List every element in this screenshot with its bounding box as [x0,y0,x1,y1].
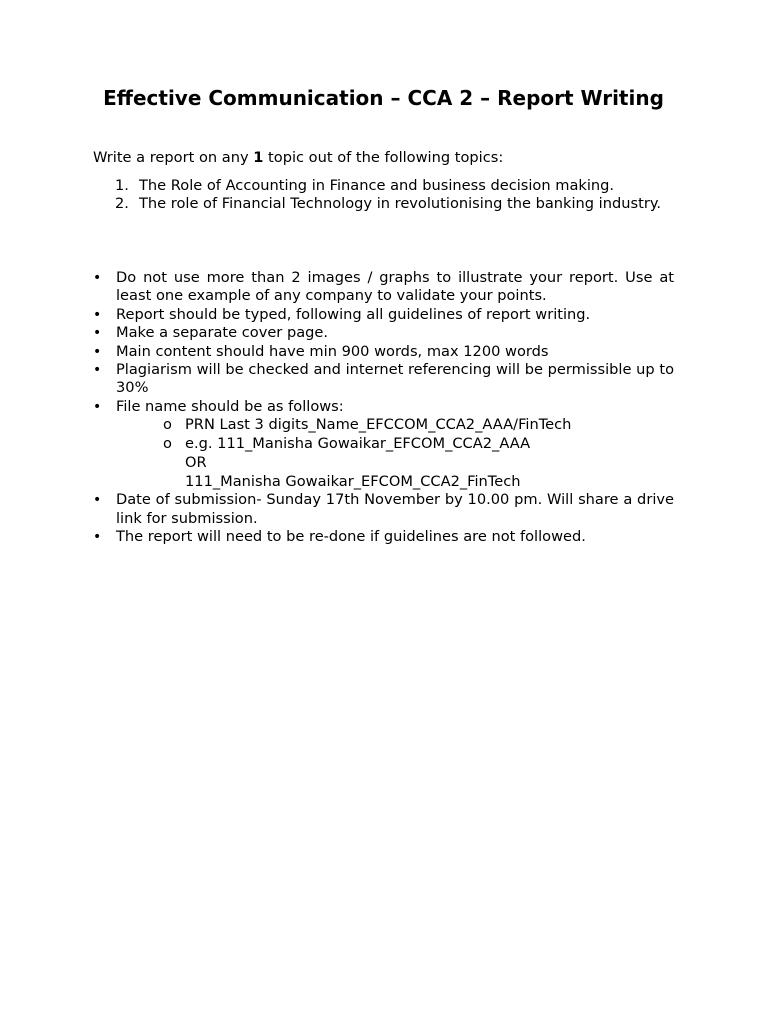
guidelines-list [93,269,674,547]
bullet-marker: • [93,306,102,323]
intro-topic-count: 1 [253,149,264,166]
bullet-marker: • [93,325,102,342]
topic-item [93,195,674,213]
file-name-format-item [116,416,674,435]
guideline-item [93,306,674,324]
redo-warning-text: The report will need to be re-done if guidelines are not followed. [116,528,586,546]
topic-item [93,177,674,195]
topics-list [93,177,674,214]
topic-number: 1. [115,177,129,194]
bullet-marker: • [93,343,102,360]
file-name-formats [116,416,674,491]
file-name-label: File name should be as follows: [116,397,344,415]
submission-date-text: Date of submission- Sunday 17th November by 10.00 pm. Will share a drive link for submission. [116,491,674,527]
guideline-item [93,343,674,361]
topic-text: The role of Financial Technology in revolutionising the banking industry. [139,195,662,213]
guideline-item [93,269,674,306]
bullet-marker: • [93,362,102,379]
guideline-item [93,324,674,342]
intro-text [93,148,674,168]
file-name-example-item [116,435,674,491]
document-page [93,0,674,1024]
bullet-marker: • [93,398,102,415]
guideline-text: Make a separate cover page. [116,324,329,342]
bullet-marker: • [93,492,102,509]
guideline-item [93,528,674,546]
guideline-text: Main content should have min 900 words, max 1200 words [116,342,549,360]
sub-bullet-marker: o [163,416,172,434]
topic-number: 2. [115,195,129,213]
file-name-example-alt-text: 111_Manisha Gowaikar_EFCOM_CCA2_FinTech [185,472,521,490]
guideline-text: Do not use more than 2 images / graphs to illustrate your report. Use at least one example of any company to validate your points. [116,269,674,305]
document-title: Effective Communication – CCA 2 – Report Writing [103,86,664,110]
file-name-or-text: OR [185,453,207,471]
intro-text-end: topic out of the following topics: [263,149,504,166]
intro-text-start: Write a report on any [93,149,254,166]
topic-text: The Role of Accounting in Finance and business decision making. [139,177,615,194]
guideline-text: Plagiarism will be checked and internet referencing will be permissible up to 30% [116,361,674,397]
file-name-example-text: e.g. 111_Manisha Gowaikar_EFCOM_CCA2_AAA [185,435,531,453]
file-name-format-text: PRN Last 3 digits_Name_EFCCOM_CCA2_AAA/FinTech [185,416,572,434]
guideline-item [93,491,674,528]
bullet-marker: • [93,529,102,546]
sub-bullet-marker: o [163,435,172,453]
guideline-text: Report should be typed, following all guidelines of report writing. [116,305,591,323]
guideline-item [93,361,674,398]
file-name-guideline [93,398,674,492]
bullet-marker: • [93,270,102,286]
